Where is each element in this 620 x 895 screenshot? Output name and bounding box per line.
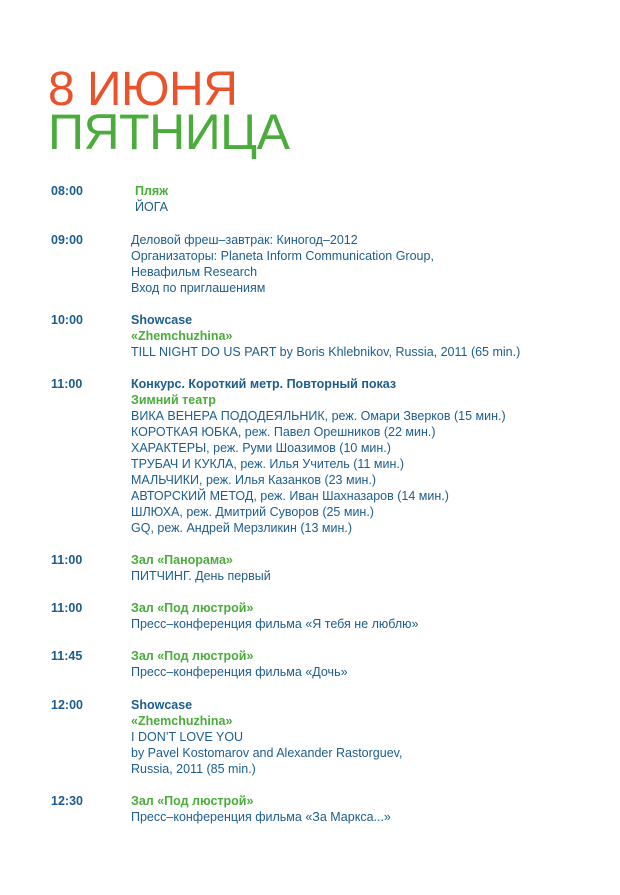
entry-time: 09:00 <box>51 233 83 247</box>
entry-line: ХАРАКТЕРЫ, реж. Руми Шоазимов (10 мин.) <box>131 441 391 455</box>
entry-time: 11:00 <box>51 601 83 615</box>
entry-details <box>131 648 601 680</box>
venue-label: Зал «Под люстрой» <box>131 601 254 615</box>
venue-label: «Zhemchuzhina» <box>131 329 233 343</box>
entry-time: 12:30 <box>51 794 83 808</box>
entry-line: by Pavel Kostomarov and Alexander Rastorguev, <box>131 746 403 760</box>
event-title: Showcase <box>131 313 193 327</box>
event-title: Showcase <box>131 698 193 712</box>
entry-details <box>131 232 601 296</box>
entry-line: ВИКА ВЕНЕРА ПОДОДЕЯЛЬНИК, реж. Омари Зверков (15 мин.) <box>131 409 506 423</box>
entry-line: Вход по приглашениям <box>131 281 266 295</box>
entry-line: TILL NIGHT DO US PART by Boris Khlebnikov, Russia, 2011 (65 min.) <box>131 345 521 359</box>
event-title: Конкурс. Короткий метр. Повторный показ <box>131 377 397 391</box>
venue-label: Зал «Под люстрой» <box>131 794 254 808</box>
entry-line: АВТОРСКИЙ МЕТОД, реж. Иван Шахназаров (14 мин.) <box>131 489 449 503</box>
venue-label: «Zhemchuzhina» <box>131 714 233 728</box>
entry-line: Пресс–конференция фильма «Я тебя не люблю» <box>131 617 419 631</box>
entry-time: 11:00 <box>51 377 83 391</box>
entry-line: Организаторы: Planeta Inform Communication Group, <box>131 249 434 263</box>
entry-details <box>131 312 601 360</box>
entry-line: Невафильм Research <box>131 265 258 279</box>
entry-line: Пресс–конференция фильма «Дочь» <box>131 665 348 679</box>
entry-line: Деловой фреш–завтрак: Киногод–2012 <box>131 233 358 247</box>
entry-details <box>131 793 601 825</box>
entry-line: Russia, 2011 (85 min.) <box>131 762 256 776</box>
entry-line: ЙОГА <box>135 200 168 214</box>
entry-line: Пресс–конференция фильма «За Маркса...» <box>131 810 391 824</box>
entry-line: I DON’T LOVE YOU <box>131 730 244 744</box>
entry-line: МАЛЬЧИКИ, реж. Илья Казанков (23 мин.) <box>131 473 377 487</box>
entry-details <box>131 376 601 536</box>
entry-time: 11:00 <box>51 553 83 567</box>
entry-time: 08:00 <box>51 184 83 198</box>
date-heading: 8 ИЮНЯ <box>48 63 238 116</box>
entry-time: 12:00 <box>51 698 83 712</box>
venue-label: Зал «Под люстрой» <box>131 649 254 663</box>
venue-label: Зимний театр <box>131 393 216 407</box>
entry-details <box>131 552 601 584</box>
entry-details <box>131 183 601 215</box>
weekday-heading: ПЯТНИЦА <box>48 104 290 160</box>
entry-line: ПИТЧИНГ. День первый <box>131 569 271 583</box>
entry-line: КОРОТКАЯ ЮБКА, реж. Павел Орешников (22 мин.) <box>131 425 436 439</box>
entry-time: 10:00 <box>51 313 83 327</box>
entry-details <box>131 600 601 632</box>
venue-label: Зал «Панорама» <box>131 553 233 567</box>
entry-line: GQ, реж. Андрей Мерзликин (13 мин.) <box>131 521 353 535</box>
entry-line: ШЛЮХА, реж. Дмитрий Суворов (25 мин.) <box>131 505 374 519</box>
entry-details <box>131 697 601 777</box>
entry-time: 11:45 <box>51 649 83 663</box>
entry-line: ТРУБАЧ И КУКЛА, реж. Илья Учитель (11 мин.) <box>131 457 404 471</box>
venue-label: Пляж <box>135 184 169 198</box>
